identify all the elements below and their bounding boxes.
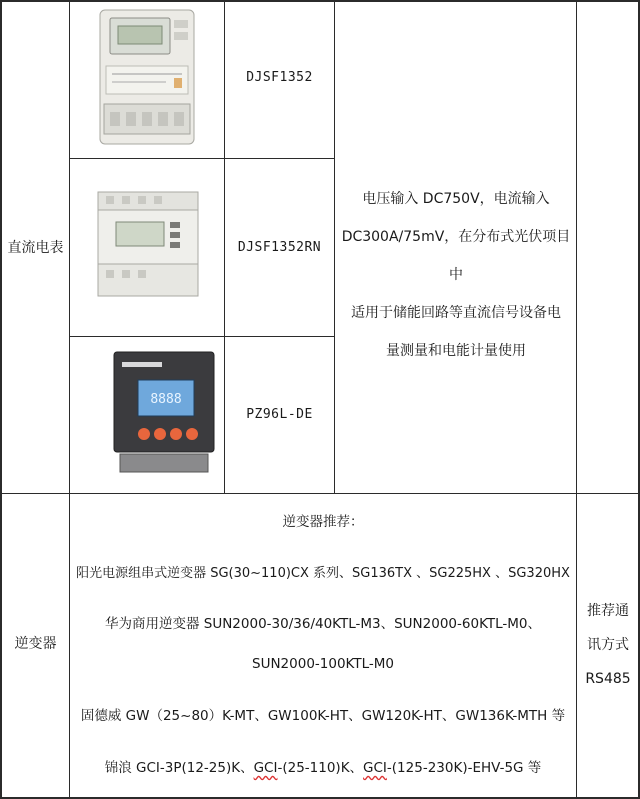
solis-suffix: -(125-230K)-EHV-5G 等 xyxy=(386,760,542,776)
row-divider-b xyxy=(69,336,335,337)
col-divider-3 xyxy=(334,0,335,494)
inverter-line-huawei-cont: SUN2000-100KTL-M0 xyxy=(252,656,394,672)
desc-line-1: 电压输入 DC750V，电流输入 xyxy=(362,191,550,207)
communication-protocol xyxy=(576,594,640,696)
djsf1352rn-product-image xyxy=(92,186,204,300)
inverter-line-huawei: 华为商用逆变器 SUN2000-30/36/40KTL-M3、SUN2000-60KTL-M0、 xyxy=(104,616,542,632)
border-top xyxy=(0,0,640,2)
model-djsf1352: DJSF1352 xyxy=(246,70,313,85)
panel-display-readout: 8888 xyxy=(150,392,182,407)
inverter-line-sungrow: 阳光电源组串式逆变器 SG(30~110)CX 系列、SG136TX 、SG225HX 、SG320HX xyxy=(76,566,570,581)
dc-meter-category: 直流电表 xyxy=(7,240,64,256)
desc-line-2: DC300A/75mV，在分布式光伏项目中 xyxy=(341,229,571,283)
row-divider-main xyxy=(0,493,640,494)
desc-line-4: 量测量和电能计量使用 xyxy=(386,343,526,359)
pz96l-de-product-image xyxy=(112,350,216,474)
model-pz96l-de: PZ96L-DE xyxy=(246,407,313,422)
inverter-line-goodwe: 固德威 GW（25~80）K-MT、GW100K-HT、GW120K-HT、GW136K-MTH 等 xyxy=(80,708,566,724)
solis-mid: -(25-110)K、 xyxy=(277,760,364,776)
inverter-line-solis xyxy=(70,758,576,778)
col-divider-1 xyxy=(69,0,70,799)
inverter-heading: 逆变器推荐： xyxy=(282,514,364,530)
border-left xyxy=(0,0,2,799)
protocol-line-1: 推荐通 xyxy=(587,603,629,619)
solis-gci-2: GCI xyxy=(363,760,387,776)
djsf1352-product-image xyxy=(96,8,198,148)
dc-meter-description xyxy=(336,180,576,370)
model-djsf1352rn: DJSF1352RN xyxy=(237,240,322,255)
protocol-line-3: RS485 xyxy=(585,671,631,687)
solis-gci-1: GCI xyxy=(253,760,278,776)
protocol-line-2: 讯方式 xyxy=(587,637,629,653)
solis-prefix: 锦浪 GCI-3P(12-25)K、 xyxy=(104,760,254,776)
inverter-category: 逆变器 xyxy=(14,636,57,652)
row-divider-a xyxy=(69,158,335,159)
desc-line-3: 适用于储能回路等直流信号设备电 xyxy=(351,305,561,321)
